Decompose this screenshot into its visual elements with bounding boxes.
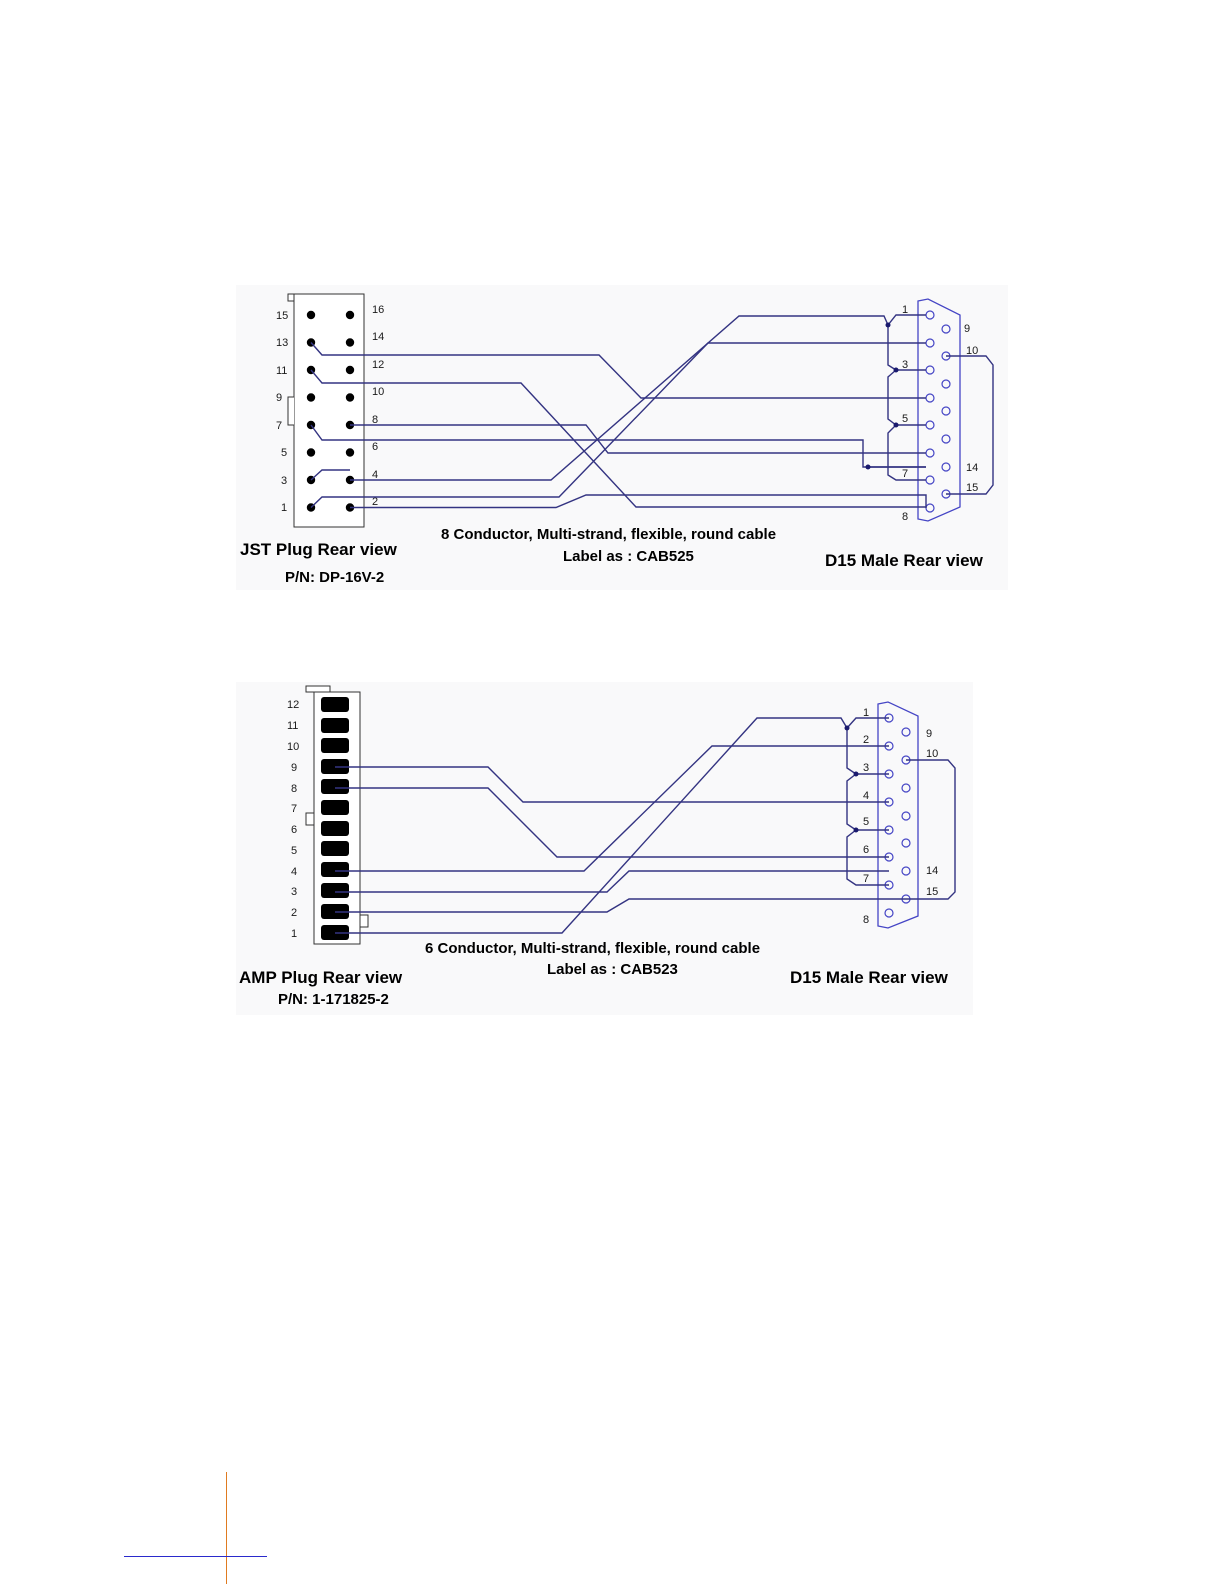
jst-pin-label: 16 bbox=[372, 304, 385, 316]
d15-pins-right bbox=[942, 325, 950, 498]
d15-pins-right bbox=[902, 728, 910, 903]
d15-pin-label: 9 bbox=[964, 323, 971, 335]
jst-left-pin-numbers bbox=[276, 310, 288, 514]
amp-pin-label: 10 bbox=[287, 741, 300, 753]
d15-pin-label: 14 bbox=[966, 462, 979, 474]
amp-pin-label: 7 bbox=[291, 803, 298, 815]
d15-pin-label: 5 bbox=[863, 816, 870, 828]
d15-pin-label: 2 bbox=[863, 734, 870, 746]
footer-vertical-rule bbox=[226, 1472, 227, 1584]
cab523-cable-label: Label as : CAB523 bbox=[547, 961, 678, 978]
d15-pin-label: 15 bbox=[926, 886, 939, 898]
d15-pin-label: 3 bbox=[902, 359, 909, 371]
cab525-wiring-diagram bbox=[236, 285, 1008, 590]
d15-pin-label: 7 bbox=[863, 873, 870, 885]
jst-part-number: P/N: DP-16V-2 bbox=[285, 569, 385, 586]
d15-pins-left bbox=[926, 311, 934, 512]
d15-pin-label: 8 bbox=[863, 914, 870, 926]
jst-plug-title: JST Plug Rear view bbox=[240, 540, 397, 559]
amp-pin-label: 1 bbox=[291, 928, 298, 940]
d15-pin-label: 14 bbox=[926, 865, 939, 877]
d15-pin-label: 8 bbox=[902, 511, 909, 523]
d15-pin-label: 9 bbox=[926, 728, 933, 740]
cab525-junction-nodes bbox=[866, 323, 899, 470]
jst-pin-label: 3 bbox=[281, 475, 288, 487]
amp-pin-label: 8 bbox=[291, 783, 298, 795]
d15-pin-label: 5 bbox=[902, 413, 909, 425]
d15-pins-left bbox=[885, 714, 893, 917]
d15-pin-numbers-1 bbox=[902, 304, 978, 523]
jst-pin-label: 2 bbox=[372, 496, 379, 508]
d15-pin-label: 1 bbox=[902, 304, 909, 316]
amp-pin-label: 5 bbox=[291, 845, 298, 857]
cab523-diagram-svg bbox=[236, 682, 973, 1015]
d15-pin-label: 10 bbox=[966, 345, 979, 357]
jst-pin-label: 9 bbox=[276, 392, 283, 404]
jst-plug bbox=[288, 294, 364, 527]
cab523-wiring-diagram bbox=[236, 682, 973, 1015]
cab525-cable-description: 8 Conductor, Multi-strand, flexible, round cable bbox=[441, 526, 777, 543]
jst-right-pin-numbers bbox=[372, 304, 384, 508]
d15-pin-label: 1 bbox=[863, 707, 870, 719]
d15-pin-label: 6 bbox=[863, 844, 870, 856]
amp-pin-label: 6 bbox=[291, 824, 298, 836]
amp-plug-title: AMP Plug Rear view bbox=[239, 968, 403, 987]
d15-pin-label: 15 bbox=[966, 482, 979, 494]
jst-pin-label: 6 bbox=[372, 441, 379, 453]
amp-pin-label: 4 bbox=[291, 866, 298, 878]
cab523-cable-description: 6 Conductor, Multi-strand, flexible, round cable bbox=[425, 940, 761, 957]
cab523-wires bbox=[335, 718, 955, 933]
amp-pin-label: 12 bbox=[287, 699, 300, 711]
jst-pin-label: 11 bbox=[276, 365, 288, 377]
jst-pin-label: 12 bbox=[372, 359, 385, 371]
cab525-cable-label: Label as : CAB525 bbox=[563, 548, 694, 565]
jst-pin-label: 7 bbox=[276, 420, 283, 432]
amp-pin-label: 3 bbox=[291, 886, 298, 898]
jst-pin-label: 13 bbox=[276, 337, 289, 349]
d15-title-2: D15 Male Rear view bbox=[790, 968, 948, 987]
amp-pin-label: 2 bbox=[291, 907, 298, 919]
d15-pin-label: 3 bbox=[863, 762, 870, 774]
d15-connector-1 bbox=[918, 299, 960, 521]
amp-pin-label: 11 bbox=[287, 720, 299, 732]
cab525-diagram-svg bbox=[236, 285, 1008, 590]
jst-pin-label: 1 bbox=[281, 502, 288, 514]
d15-title-1: D15 Male Rear view bbox=[825, 551, 983, 570]
jst-pin-label: 4 bbox=[372, 469, 379, 481]
d15-pin-label: 10 bbox=[926, 748, 939, 760]
d15-connector-2 bbox=[878, 702, 918, 928]
jst-pin-label: 5 bbox=[281, 447, 288, 459]
d15-pin-label: 4 bbox=[863, 790, 870, 802]
jst-pin-label: 10 bbox=[372, 386, 385, 398]
amp-pin-numbers bbox=[287, 699, 299, 940]
jst-pin-label: 8 bbox=[372, 414, 379, 426]
d15-pin-label: 7 bbox=[902, 468, 909, 480]
jst-pin-label: 15 bbox=[276, 310, 289, 322]
jst-pin-label: 14 bbox=[372, 331, 385, 343]
amp-part-number: P/N: 1-171825-2 bbox=[278, 991, 389, 1008]
amp-pin-label: 9 bbox=[291, 762, 298, 774]
d15-pin-numbers-2 bbox=[863, 707, 938, 926]
cab525-wires bbox=[311, 315, 993, 508]
footer-horizontal-rule bbox=[124, 1556, 267, 1557]
